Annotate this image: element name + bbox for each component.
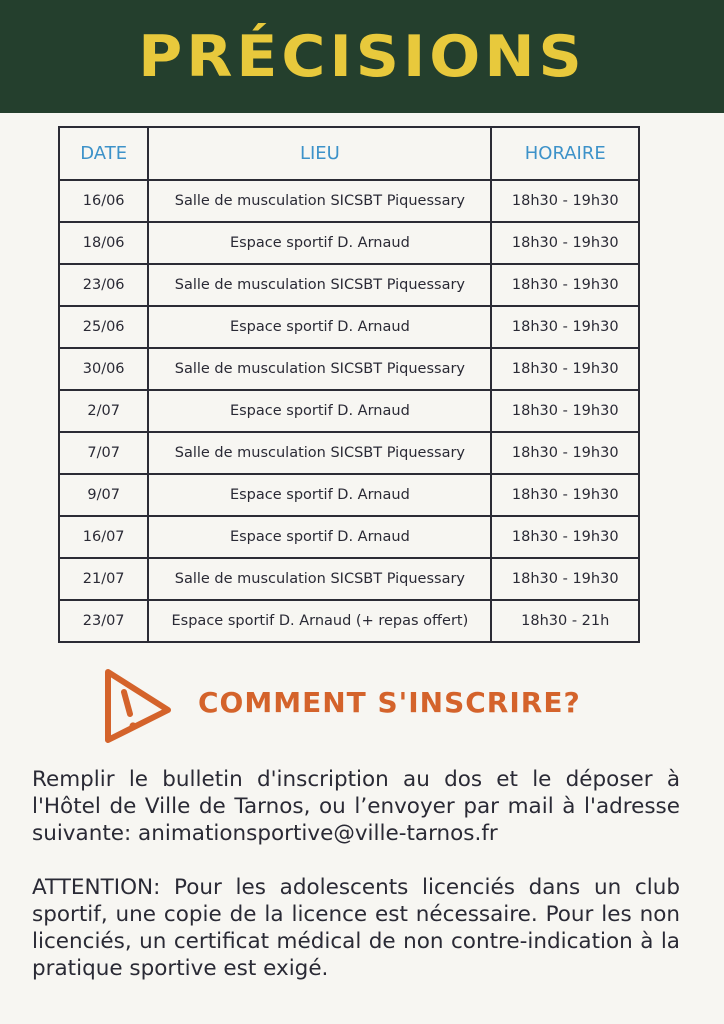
table-row: [59, 222, 639, 264]
cell-lieu: Espace sportif D. Arnaud: [148, 474, 491, 516]
attention-paragraph: ATTENTION: Pour les adolescents licenciés dans un club sportif, une copie de la licence est nécessaire. Pour les non licenciés, un certificat médical de non contre-indication à la pratique sportive est exigé.: [32, 875, 680, 981]
cell-lieu: Salle de musculation SICSBT Piquessary: [148, 348, 491, 390]
table-row: [59, 516, 639, 558]
cell-date: 18/06: [59, 222, 148, 264]
column-header-date: DATE: [59, 127, 148, 180]
column-header-horaire: HORAIRE: [491, 127, 639, 180]
cell-horaire: 18h30 - 19h30: [491, 306, 639, 348]
cell-lieu: Espace sportif D. Arnaud: [148, 390, 491, 432]
section-heading: COMMENT S'INSCRIRE?: [198, 686, 581, 719]
cell-horaire: 18h30 - 19h30: [491, 222, 639, 264]
cell-horaire: 18h30 - 19h30: [491, 516, 639, 558]
table-header-row: [59, 127, 639, 180]
cell-date: 2/07: [59, 390, 148, 432]
cell-horaire: 18h30 - 19h30: [491, 180, 639, 222]
table-row: [59, 432, 639, 474]
cell-horaire: 18h30 - 19h30: [491, 432, 639, 474]
cell-date: 21/07: [59, 558, 148, 600]
table-row: [59, 390, 639, 432]
column-header-lieu: LIEU: [148, 127, 491, 180]
table-row: [59, 264, 639, 306]
table-row: [59, 348, 639, 390]
cell-date: 9/07: [59, 474, 148, 516]
cell-lieu: Espace sportif D. Arnaud: [148, 306, 491, 348]
header-banner: [0, 0, 724, 113]
page-title: PRÉCISIONS: [138, 23, 586, 90]
table-row: [59, 474, 639, 516]
cell-date: 23/06: [59, 264, 148, 306]
warning-triangle-icon: [100, 666, 174, 746]
cell-date: 23/07: [59, 600, 148, 642]
cell-date: 16/06: [59, 180, 148, 222]
table-row: [59, 558, 639, 600]
cell-lieu: Espace sportif D. Arnaud (+ repas offert): [148, 600, 491, 642]
cell-lieu: Espace sportif D. Arnaud: [148, 516, 491, 558]
table-row: [59, 600, 639, 642]
cell-lieu: Salle de musculation SICSBT Piquessary: [148, 264, 491, 306]
table-row: [59, 306, 639, 348]
cell-date: 16/07: [59, 516, 148, 558]
cell-horaire: 18h30 - 19h30: [491, 474, 639, 516]
cell-horaire: 18h30 - 19h30: [491, 348, 639, 390]
cell-date: 25/06: [59, 306, 148, 348]
schedule-table: [58, 126, 640, 643]
cell-lieu: Salle de musculation SICSBT Piquessary: [148, 432, 491, 474]
cell-lieu: Salle de musculation SICSBT Piquessary: [148, 180, 491, 222]
cell-horaire: 18h30 - 21h: [491, 600, 639, 642]
cell-lieu: Espace sportif D. Arnaud: [148, 222, 491, 264]
cell-horaire: 18h30 - 19h30: [491, 390, 639, 432]
cell-date: 30/06: [59, 348, 148, 390]
cell-horaire: 18h30 - 19h30: [491, 264, 639, 306]
cell-lieu: Salle de musculation SICSBT Piquessary: [148, 558, 491, 600]
table-row: [59, 180, 639, 222]
cell-horaire: 18h30 - 19h30: [491, 558, 639, 600]
cell-date: 7/07: [59, 432, 148, 474]
instructions-paragraph: Remplir le bulletin d'inscription au dos et le déposer à l'Hôtel de Ville de Tarnos, ou l’envoyer par mail à l'adresse suivante: animationsportive@ville-tarnos.fr: [32, 767, 680, 846]
